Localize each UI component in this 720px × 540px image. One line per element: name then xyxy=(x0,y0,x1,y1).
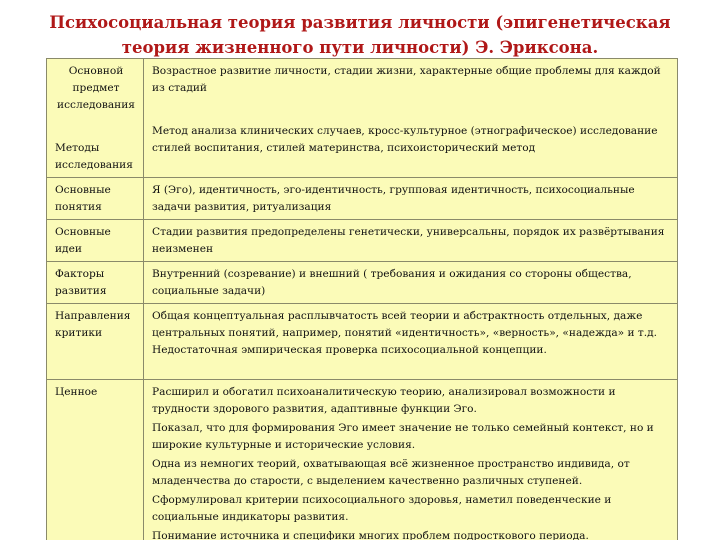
row-label-subject: Основной предмет исследования xyxy=(57,65,135,111)
row-content-concepts: Я (Эго), идентичность, эго-идентичность, групповая идентичность, психосоциальные задачи развития, ритуализация xyxy=(144,178,678,220)
row-content xyxy=(144,59,678,178)
row-content-ideas: Стадии развития предопределены генетически, универсальны, порядок их развёртывания неизменен xyxy=(144,220,678,262)
value-paragraph: Расширил и обогатил психоаналитическую теорию, анализировал возможности и трудности здорового развития, адаптивные функции Эго. xyxy=(152,386,616,415)
row-content-criticism: Общая концептуальная расплывчатость всей теории и абстрактность отдельных, даже центральных понятий, например, понятий «идентичность», «верность», «надежда» и т.д. Недостаточная эмпирическая проверка психосоциальной концепции. xyxy=(144,304,678,380)
row-content-value xyxy=(144,380,678,540)
value-paragraph: Сформулировал критерии психосоциального здоровья, наметил поведенческие и социальные индикаторы развития. xyxy=(152,494,612,523)
table-row-subject xyxy=(47,59,678,178)
row-content-methods: Метод анализа клинических случаев, кросс-культурное (этнографическое) исследование стилей воспитания, стилей материнства, психоисторический метод xyxy=(152,125,658,154)
row-label-ideas: Основные идеи xyxy=(47,220,144,262)
row-label-concepts: Основные понятия xyxy=(47,178,144,220)
row-content-subject: Возрастное развитие личности, стадии жизни, характерные общие проблемы для каждой из стадий xyxy=(152,65,661,94)
table-row-ideas xyxy=(47,220,678,262)
row-label-factors: Факторы развития xyxy=(47,262,144,304)
table-row-criticism xyxy=(47,304,678,380)
row-label xyxy=(47,59,144,178)
page-title: Психосоциальная теория развития личности (эпигенетическая теория жизненного пути личности) Э. Эриксона. xyxy=(49,13,671,57)
row-content-factors: Внутренний (созревание) и внешний ( требования и ожидания со стороны общества, социальные задачи) xyxy=(144,262,678,304)
table-row-value xyxy=(47,380,678,540)
value-paragraph: Понимание источника и специфики многих проблем подросткового периода. xyxy=(152,530,589,540)
row-label-criticism: Направления критики xyxy=(47,304,144,380)
row-label-methods: Методы исследования xyxy=(55,142,133,171)
table-row-factors xyxy=(47,262,678,304)
info-table xyxy=(46,58,678,540)
value-paragraph: Одна из немногих теорий, охватывающая всё жизненное пространство индивида, от младенчества до старости, с выделением качественно различных ступеней. xyxy=(152,458,630,487)
row-label-value: Ценное xyxy=(47,380,144,540)
table-row-concepts xyxy=(47,178,678,220)
value-paragraph: Показал, что для формирования Эго имеет значение не только семейный контекст, но и широкие культурные и исторические условия. xyxy=(152,422,654,451)
